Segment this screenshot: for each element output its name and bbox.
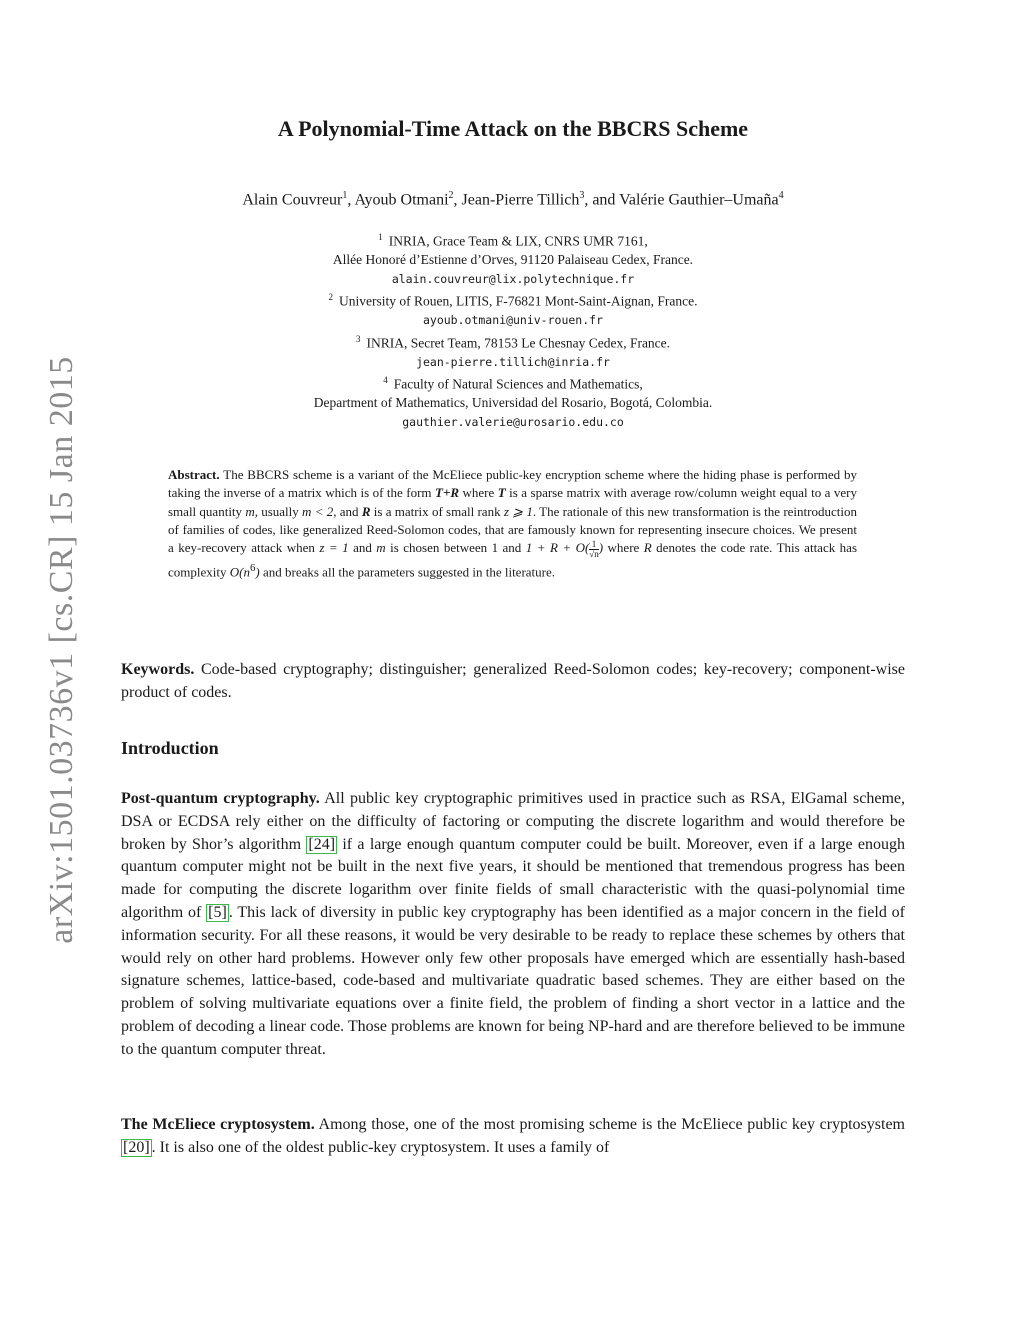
author-list: Alain Couvreur$^1$, Ayoub Otmani$^2$, Jean-Pierre Tillich$^3$, and Valérie Gauthier–Umaña$^4$ <box>242 190 784 209</box>
keywords: Keywords. Code-based cryptography; distinguisher; generalized Reed-Solomon codes; key-recovery; component-wise product of codes. <box>121 661 905 701</box>
author-name: Valérie Gauthier–Umaña <box>619 191 779 209</box>
author-name: Ayoub Otmani <box>354 191 449 209</box>
paragraph-label: The McEliece cryptosystem. <box>121 1116 315 1133</box>
citation-link[interactable]: [20] <box>123 1138 150 1156</box>
citation-link[interactable]: [5] <box>208 903 227 921</box>
abstract: Abstract. The BBCRS scheme is a variant of the McEliece public-key encryption scheme where the hiding phase is performed by taking the inverse of a matrix which is of the form T+R where T is a sparse matrix with average row/column weight equal to a very small quantity m, usually m < 2, and R is a matrix of small rank z ⩾ 1. The rationale of this new transformation is the reintroduction of families of codes, like generalized Reed-Solomon codes, that are famously known for representing insecure choices. We present a key-recovery attack when z = 1 and m is chosen between 1 and 1 + R + O( $\frac{1}{√n}$ ) where R denotes the code rate. This attack has complexity $O(n^6)$ and breaks all the parameters suggested in the literature. <box>168 467 858 580</box>
email-link[interactable]: alain.couvreur@lix.polytechnique.fr <box>391 271 635 286</box>
keywords-label: Keywords. <box>121 661 195 678</box>
citation-link[interactable]: [24] <box>308 835 336 853</box>
affiliations <box>121 228 905 431</box>
email-link[interactable]: ayoub.otmani@univ-rouen.fr <box>422 313 603 327</box>
author-name: Alain Couvreur <box>242 191 343 209</box>
section-heading: Introduction <box>121 738 219 758</box>
email-link[interactable]: jean-pierre.tillich@inria.fr <box>416 354 610 369</box>
abstract-label: Abstract. <box>168 467 220 482</box>
fraction: $\frac{1}{√n}$ <box>589 538 599 559</box>
paper-title: A Polynomial-Time Attack on the BBCRS Scheme <box>277 116 749 141</box>
affiliation-2: $^2$ University of Rouen, LITIS, F-76821 Mont-Saint-Aignan, France. ayoub.otmani@univ-rouen.fr <box>328 292 698 327</box>
email-link[interactable]: gauthier.valerie@urosario.edu.co <box>402 414 624 429</box>
affiliation-3: $^3$ INRIA, Secret Team, 78153 Le Chesnay Cedex, France. jean-pierre.tillich@inria.fr <box>355 333 671 369</box>
paragraph-label: Post-quantum cryptography. <box>121 790 320 807</box>
paragraph-mceliece: The McEliece cryptosystem. Among those, one of the most promising scheme is the McEliece public key cryptosystem [20] . It is also one of the oldest public-key cryptosystem. It uses a family of <box>121 1116 906 1156</box>
arxiv-identifier-stamp: arXiv:1501.03736v1 [cs.CR] 15 Jan 2015 <box>43 356 80 944</box>
author-name: Jean-Pierre Tillich <box>461 191 580 209</box>
affiliation-1: $^1$ INRIA, Grace Team & LIX, CNRS UMR 7161, Allée Honoré d’Estienne d’Orves, 91120 Palaiseau Cedex, France. alain.couvreur@lix.polytechnique.fr <box>332 232 694 286</box>
paragraph-post-quantum: Post-quantum cryptography. All public key cryptographic primitives used in practice such as RSA, ElGamal scheme, DSA or ECDSA rely either on the difficulty of factoring or computing the discrete logarithm and would therefore be broken by Shor’s algorithm [24] if a large enough quantum computer could be built. Moreover, even if a large enough quantum computer might not be built in the next five years, it should be mentioned that tremendous progress has been made for computing the discrete logarithm over finite fields of small characteristic with the quasi-polynomial time algorithm of [5] . This lack of diversity in public key cryptography has been identified as a major concern in the field of information security. For all these reasons, it would be very desirable to be ready to replace these schemes by others that would rely on other hard problems. However only few other proposals have emerged which are essentially hash-based signature schemes, lattice-based, code-based and multivariate quadratic based schemes. They are either based on the problem of solving multivariate equations over a finite field, the problem of finding a short vector in a lattice and the problem of decoding a linear code. Those problems are known for being NP-hard and are therefore believed to be immune to the quantum computer threat. <box>121 790 906 1058</box>
affiliation-4: $^4$ Faculty of Natural Sciences and Mathematics, Department of Mathematics, Universidad del Rosario, Bogotá, Colombia. gauthier.valerie@urosario.edu.co <box>313 375 713 429</box>
